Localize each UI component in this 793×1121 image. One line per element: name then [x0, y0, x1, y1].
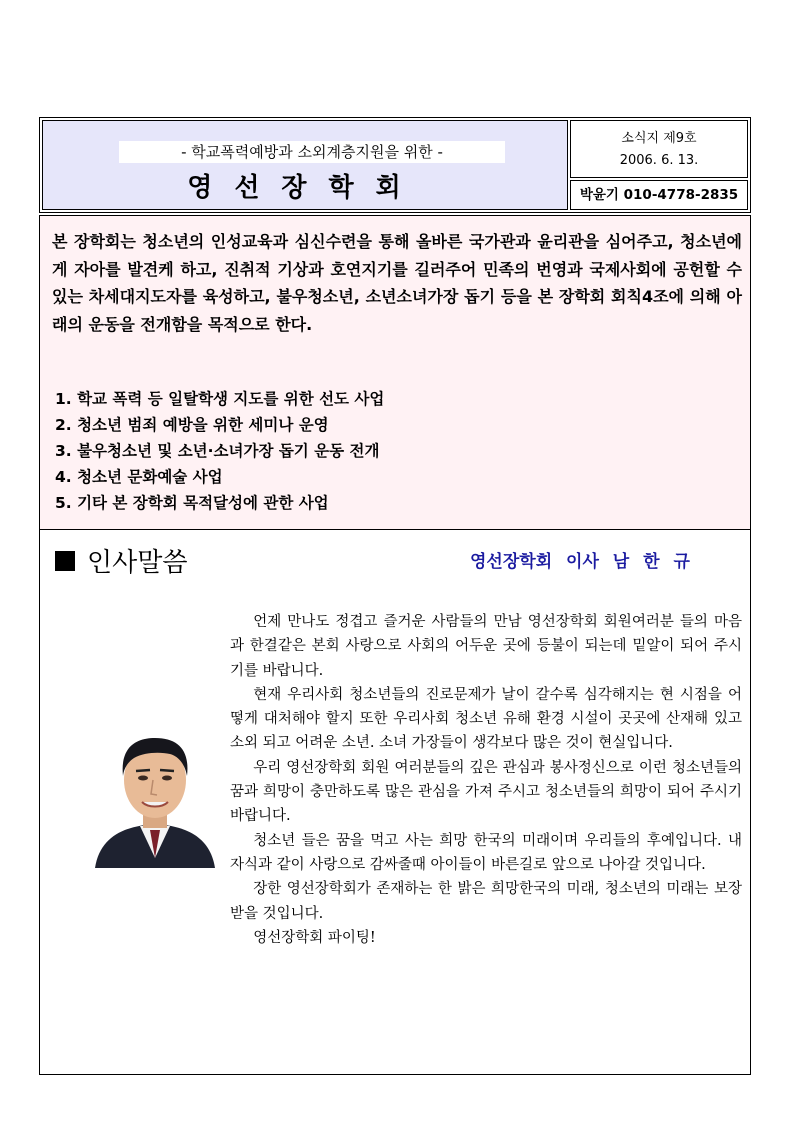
- greeting-author: 영선장학회 이사 남 한 규: [470, 552, 690, 572]
- contact-info: 박윤기 010-4778-2835: [570, 180, 748, 210]
- goals-list: [55, 386, 384, 516]
- newsletter-header: [39, 117, 751, 213]
- greeting-body: [230, 610, 742, 950]
- portrait-photo: [90, 718, 220, 868]
- greeting-heading: [55, 542, 187, 579]
- greeting-title: 인사말씀: [87, 548, 188, 578]
- purpose-text: 본 장학회는 청소년의 인성교육과 심신수련을 통해 올바른 국가관과 윤리관을 심어주고, 청소년에게 자아를 발견케 하고, 진취적 기상과 호연지기를 길러주어 민족의 번영과 국제사회에 공헌할 수 있는 차세대지도자를 육성하고, 불우청소년, 소년소녀가장 돕기 등을 본 장학회 회칙4조에 의해 아래의 운동을 전개함을 목적으로 한다.: [52, 232, 742, 334]
- goal-item: 4. 청소년 문화예술 사업: [55, 468, 223, 486]
- issue-date: 2006. 6. 13.: [619, 153, 699, 168]
- issue-info: [570, 120, 748, 178]
- masthead: [42, 120, 568, 210]
- greeting-paragraph: 우리 영선장학회 회원 여러분들의 깊은 관심과 봉사정신으로 이런 청소년들의 꿈과 희망이 충만하도록 많은 관심을 가져 주시고 청소년들의 희망이 되어 주시기 바랍니다.: [230, 759, 742, 825]
- masthead-subtitle: - 학교폭력예방과 소외계층지원을 위한 -: [119, 141, 505, 163]
- issue-number: 소식지 제9호: [621, 131, 697, 146]
- greeting-section: [39, 530, 751, 1075]
- masthead-title: 영선장학회: [187, 173, 423, 203]
- greeting-paragraph: 언제 만나도 정겹고 즐거운 사람들의 만남 영선장학회 회원여러분 들의 마음과 한결같은 본회 사랑으로 사회의 어두운 곳에 등불이 되는데 밑알이 되어 주시기를 바랍니다.: [230, 614, 742, 679]
- greeting-paragraph: 장한 영선장학회가 존재하는 한 밝은 희망한국의 미래, 청소년의 미래는 보장받을 것입니다.: [230, 881, 742, 922]
- goal-item: 3. 불우청소년 및 소년·소녀가장 돕기 운동 전개: [55, 442, 380, 460]
- goal-item: 5. 기타 본 장학회 목적달성에 관한 사업: [55, 494, 329, 512]
- purpose-section: [39, 215, 751, 530]
- greeting-paragraph: 현재 우리사회 청소년들의 진로문제가 날이 갈수록 심각해지는 현 시점을 어떻게 대처해야 할지 또한 우리사회 청소년 유해 환경 시설이 곳곳에 산재해 있고 소외 되고 어려운 소년. 소녀 가장들이 생각보다 많은 것이 현실입니다.: [230, 686, 742, 752]
- greeting-paragraph: 영선장학회 파이팅!: [253, 929, 376, 946]
- greeting-paragraph: 청소년 들은 꿈을 먹고 사는 희망 한국의 미래이며 우리들의 후예입니다. 내 자식과 같이 사랑으로 감싸줄때 아이들이 바른길로 앞으로 나아갈 것입니다.: [230, 832, 742, 873]
- goal-item: 2. 청소년 범죄 예방을 위한 세미나 운영: [55, 416, 329, 434]
- square-bullet-icon: [55, 551, 75, 571]
- goal-item: 1. 학교 폭력 등 일탈학생 지도를 위한 선도 사업: [55, 390, 385, 408]
